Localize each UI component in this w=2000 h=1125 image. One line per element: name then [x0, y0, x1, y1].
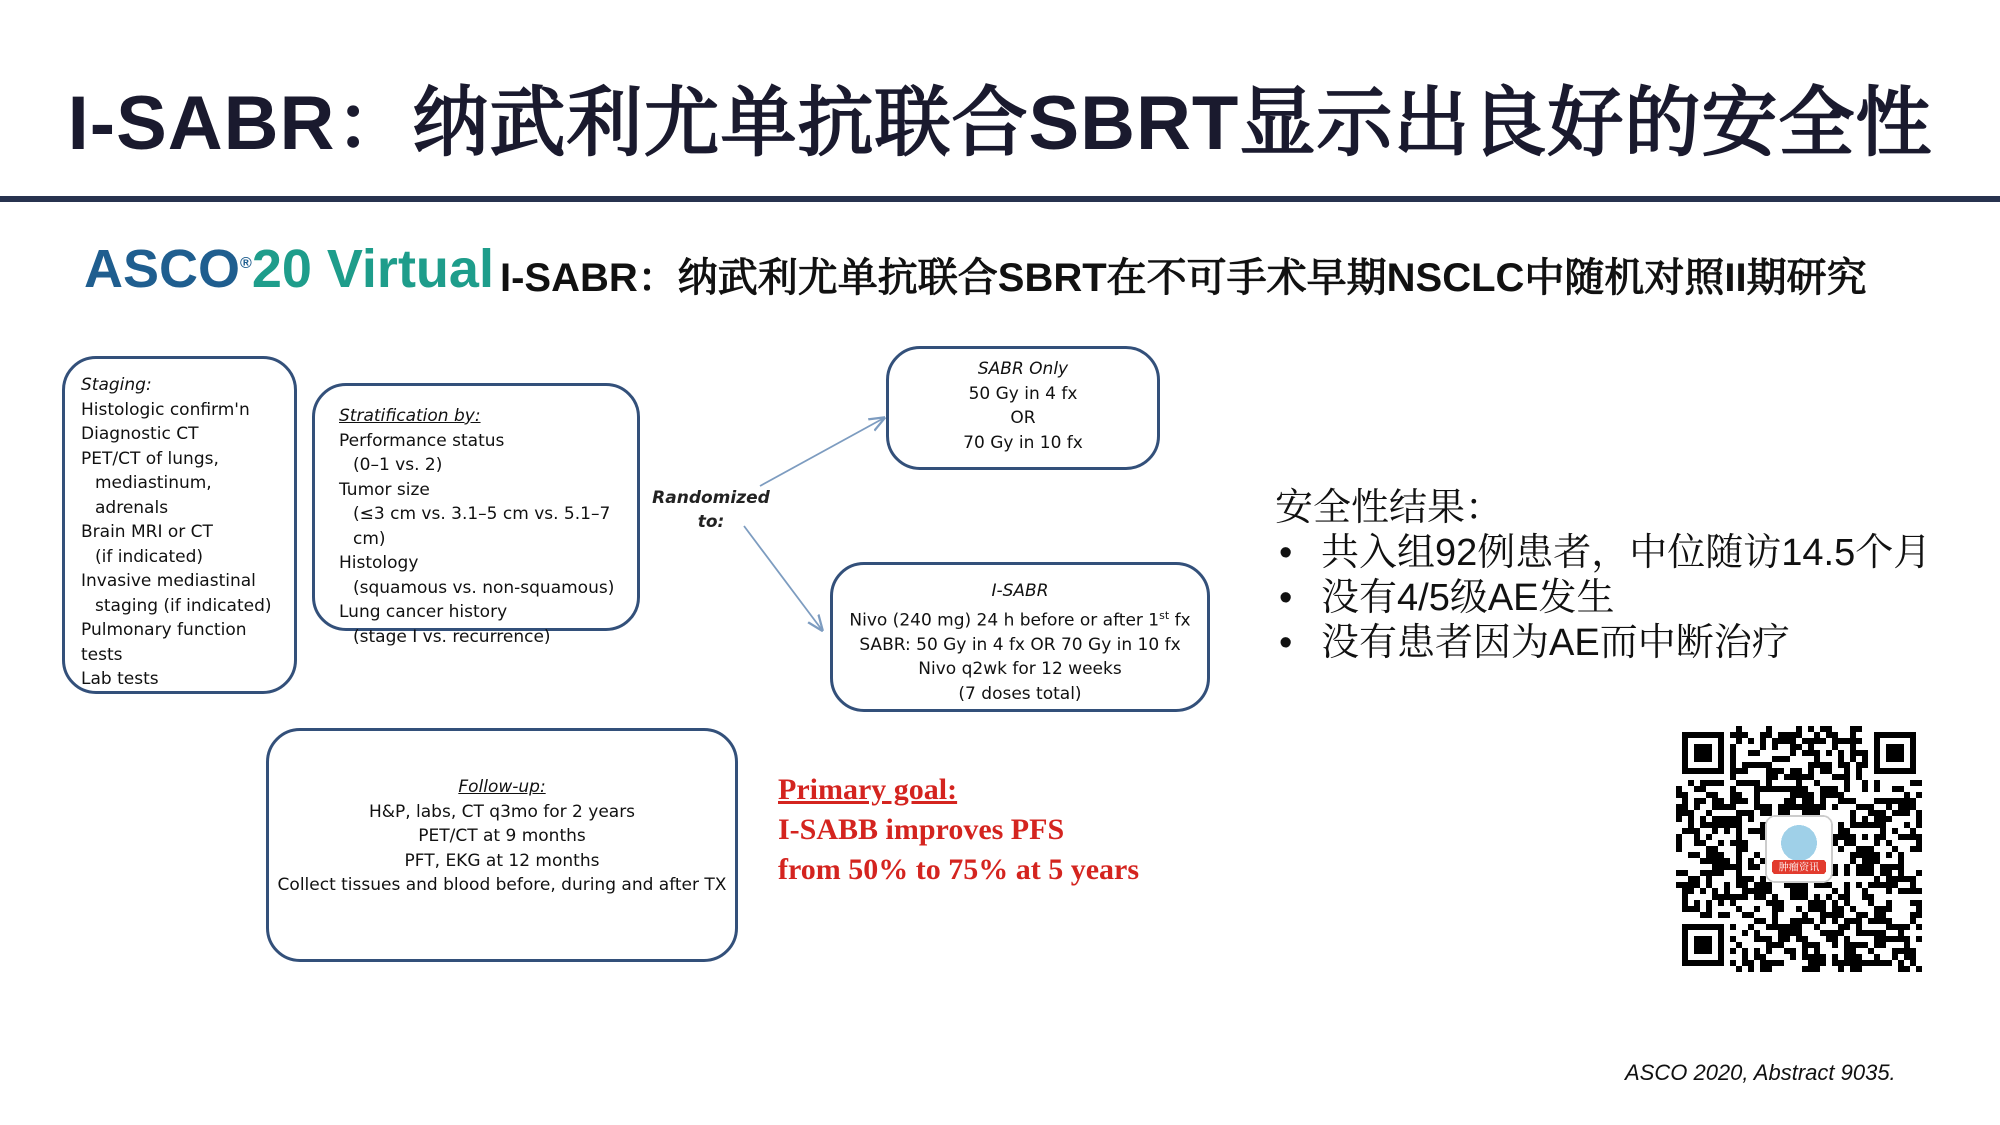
svg-text:肿瘤资讯: 肿瘤资讯	[1778, 862, 1820, 874]
sabr-only-arm-box	[886, 346, 1160, 470]
staging-item: PET/CT of lungs,	[81, 448, 219, 469]
sabr-only-heading: SABR Only	[977, 359, 1069, 379]
randomized-line-2: to:	[697, 512, 725, 532]
sabr-only-line: OR	[1010, 408, 1036, 428]
staging-item: Diagnostic CT	[81, 424, 199, 444]
primary-goal-line: from 50% to 75% at 5 years	[778, 853, 1140, 886]
staging-item: Pulmonary function tests	[81, 620, 247, 665]
primary-goal	[778, 770, 1139, 890]
staging-item: (if indicated)	[95, 546, 204, 567]
isabr-line: (7 doses total)	[958, 683, 1082, 704]
staging-item: staging (if indicated)	[95, 595, 272, 616]
bullet-icon: •	[1279, 577, 1293, 619]
staging-item: Brain MRI or CT	[81, 522, 213, 542]
stratification-item: Histology	[339, 553, 419, 573]
logo-virtual: 20 Virtual	[251, 239, 494, 299]
staging-box	[62, 356, 297, 694]
isabr-line: Nivo (240 mg) 24 h before or after 1st fx	[849, 608, 1191, 631]
staging-item: Histologic confirm'n	[81, 399, 250, 420]
bullet-icon: •	[1279, 622, 1293, 664]
qr-code-icon[interactable]	[1676, 726, 1922, 972]
followup-box	[266, 728, 738, 962]
safety-item: • 没有患者因为AE而中断治疗	[1279, 622, 1790, 664]
qr-finder-bottom-left	[1682, 924, 1724, 966]
qr-center-badge	[1766, 816, 1832, 882]
stratification-item: (squamous vs. non-squamous)	[353, 577, 615, 598]
stratification-item: (0–1 vs. 2)	[353, 455, 443, 475]
followup-line: Collect tissues and blood before, during and after TX	[277, 875, 727, 895]
stratification-item: (≤3 cm vs. 3.1–5 cm vs. 5.1–7 cm)	[353, 504, 611, 549]
stratification-item: Performance status	[339, 430, 505, 451]
arrow-to-isabr	[744, 526, 822, 630]
primary-goal-line: I-SABB improves PFS	[778, 813, 1065, 846]
safety-results	[1275, 486, 1931, 666]
qr-finder-top-left	[1682, 732, 1724, 774]
slide-title: I-SABR：纳武利尤单抗联合SBRT显示出良好的安全性	[67, 81, 1933, 166]
followup-heading: Follow-up:	[458, 777, 546, 797]
randomized-label	[652, 486, 770, 534]
slide-subtitle: I-SABR：纳武利尤单抗联合SBRT在不可手术早期NSCLC中随机对照II期研究	[500, 256, 1867, 300]
isabr-line: Nivo q2wk for 12 weeks	[918, 659, 1122, 680]
followup-line: H&P, labs, CT q3mo for 2 years	[368, 801, 636, 822]
safety-heading: 安全性结果：	[1275, 487, 1504, 529]
stratification-item: Lung cancer history	[339, 602, 508, 622]
isabr-line: SABR: 50 Gy in 4 fx OR 70 Gy in 10 fx	[859, 634, 1181, 655]
primary-goal-heading: Primary goal:	[778, 773, 958, 806]
staging-heading: Staging:	[81, 375, 152, 395]
staging-item: Lab tests	[81, 669, 159, 689]
arrow-to-sabr-only	[760, 418, 884, 486]
sabr-only-line: 70 Gy in 10 fx	[963, 432, 1083, 453]
stratification-heading: Stratification by:	[339, 406, 481, 426]
staging-item: adrenals	[95, 497, 169, 518]
isabr-heading: I-SABR	[991, 581, 1049, 601]
stratification-item: Tumor size	[339, 479, 430, 500]
logo-asco: ASCO	[84, 239, 241, 299]
staging-item: mediastinum,	[95, 473, 212, 493]
randomized-line-1: Randomized	[652, 488, 770, 508]
stratification-box	[312, 383, 640, 647]
sabr-only-line: 50 Gy in 4 fx	[968, 383, 1078, 404]
stratification-item: (stage I vs. recurrence)	[353, 626, 551, 647]
safety-list	[1275, 531, 1931, 666]
citation-footnote: ASCO 2020, Abstract 9035.	[1625, 1060, 1896, 1085]
registered-mark-icon: ®	[240, 255, 252, 272]
safety-item: • 没有4/5级AE发生	[1279, 577, 1615, 619]
bullet-icon: •	[1279, 532, 1293, 574]
isabr-arm-box	[830, 562, 1210, 712]
qr-finder-top-right	[1874, 732, 1916, 774]
safety-item: • 共入组92例患者，中位随访14.5个月	[1279, 532, 1932, 574]
staging-item: Invasive mediastinal	[81, 571, 256, 591]
followup-line: PET/CT at 9 months	[418, 826, 586, 846]
staging-list	[81, 398, 284, 692]
stratification-list	[339, 429, 627, 650]
followup-line: PFT, EKG at 12 months	[404, 850, 600, 871]
